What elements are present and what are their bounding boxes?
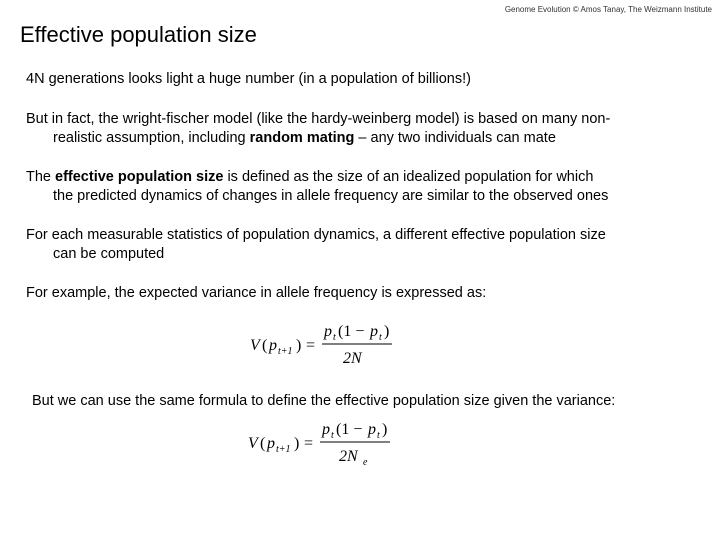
eq-num-subscript-2: t bbox=[377, 430, 380, 441]
paragraph-line-1: But in fact, the wright-fischer model (like the hardy-weinberg model) is based on many non- bbox=[26, 111, 611, 127]
paragraph-text-post: – any two individuals can mate bbox=[354, 130, 556, 146]
variance-equation bbox=[248, 318, 408, 377]
eq-num-subscript: t bbox=[331, 430, 334, 441]
effective-size-equation bbox=[246, 418, 406, 479]
eq-lhs-close-paren: ) bbox=[296, 337, 302, 354]
eq-num-middle: (1 − bbox=[336, 421, 363, 438]
eq-denominator: 2N bbox=[339, 448, 358, 465]
eq-denominator-subscript: e bbox=[363, 457, 368, 468]
paragraph-text-pre: realistic assumption, including bbox=[53, 130, 250, 146]
eq-num-close-paren: ) bbox=[382, 421, 388, 438]
paragraph-effective-size-definition bbox=[26, 168, 681, 206]
eq-lhs-p: p bbox=[269, 337, 277, 354]
eq-lhs-close-paren: ) bbox=[294, 435, 300, 452]
eq-lhs-p: p bbox=[267, 435, 275, 452]
bold-term-random-mating: random mating bbox=[249, 130, 355, 146]
eq-equals: = bbox=[306, 337, 316, 354]
paragraph-line-2 bbox=[26, 129, 681, 148]
eq-lhs-subscript: t+1 bbox=[276, 444, 291, 455]
paragraph-text: 4N generations looks light a huge number (in a population of billions!) bbox=[26, 71, 471, 87]
eq-num-p: p bbox=[322, 421, 330, 438]
eq-lhs-subscript: t+1 bbox=[278, 346, 293, 357]
eq-lhs-v: V bbox=[248, 435, 258, 452]
eq-num-subscript: t bbox=[333, 332, 336, 343]
paragraph-measurable-statistics bbox=[26, 226, 681, 264]
eq-denominator: 2N bbox=[343, 350, 362, 367]
paragraph-line-2: can be computed bbox=[53, 246, 165, 262]
paragraph-text: For example, the expected variance in allele frequency is expressed as: bbox=[26, 285, 487, 301]
paragraph-line-1: For each measurable statistics of population dynamics, a different effective population size bbox=[26, 227, 606, 243]
eq-lhs-open-paren: ( bbox=[260, 435, 266, 452]
eq-lhs-open-paren: ( bbox=[262, 337, 268, 354]
effective-size-equation-graphic bbox=[246, 418, 406, 474]
paragraph-variance-example bbox=[26, 284, 681, 303]
paragraph-text-post: is defined as the size of an idealized population for which bbox=[223, 169, 594, 185]
slide-title: Effective population size bbox=[20, 22, 257, 47]
paragraph-line-2: the predicted dynamics of changes in allele frequency are similar to the observed ones bbox=[53, 188, 609, 204]
eq-num-p-2: p bbox=[370, 323, 378, 340]
eq-num-p-2: p bbox=[368, 421, 376, 438]
paragraph-text-pre: The bbox=[26, 169, 56, 185]
paragraph-generations bbox=[26, 70, 681, 89]
eq-num-p: p bbox=[324, 323, 332, 340]
eq-num-subscript-2: t bbox=[379, 332, 382, 343]
eq-lhs-v: V bbox=[250, 337, 260, 354]
eq-num-close-paren: ) bbox=[384, 323, 390, 340]
header-note: Genome Evolution © Amos Tanay, The Weizmann Institute bbox=[504, 5, 712, 14]
paragraph-text: But we can use the same formula to define the effective population size given the variance: bbox=[32, 393, 616, 409]
eq-num-middle: (1 − bbox=[338, 323, 365, 340]
paragraph-wright-fischer bbox=[26, 110, 681, 148]
paragraph-formula-reuse bbox=[32, 392, 687, 411]
bold-term-effective-population-size: effective population size bbox=[55, 169, 224, 185]
variance-equation-graphic bbox=[248, 318, 408, 372]
eq-equals: = bbox=[304, 435, 314, 452]
